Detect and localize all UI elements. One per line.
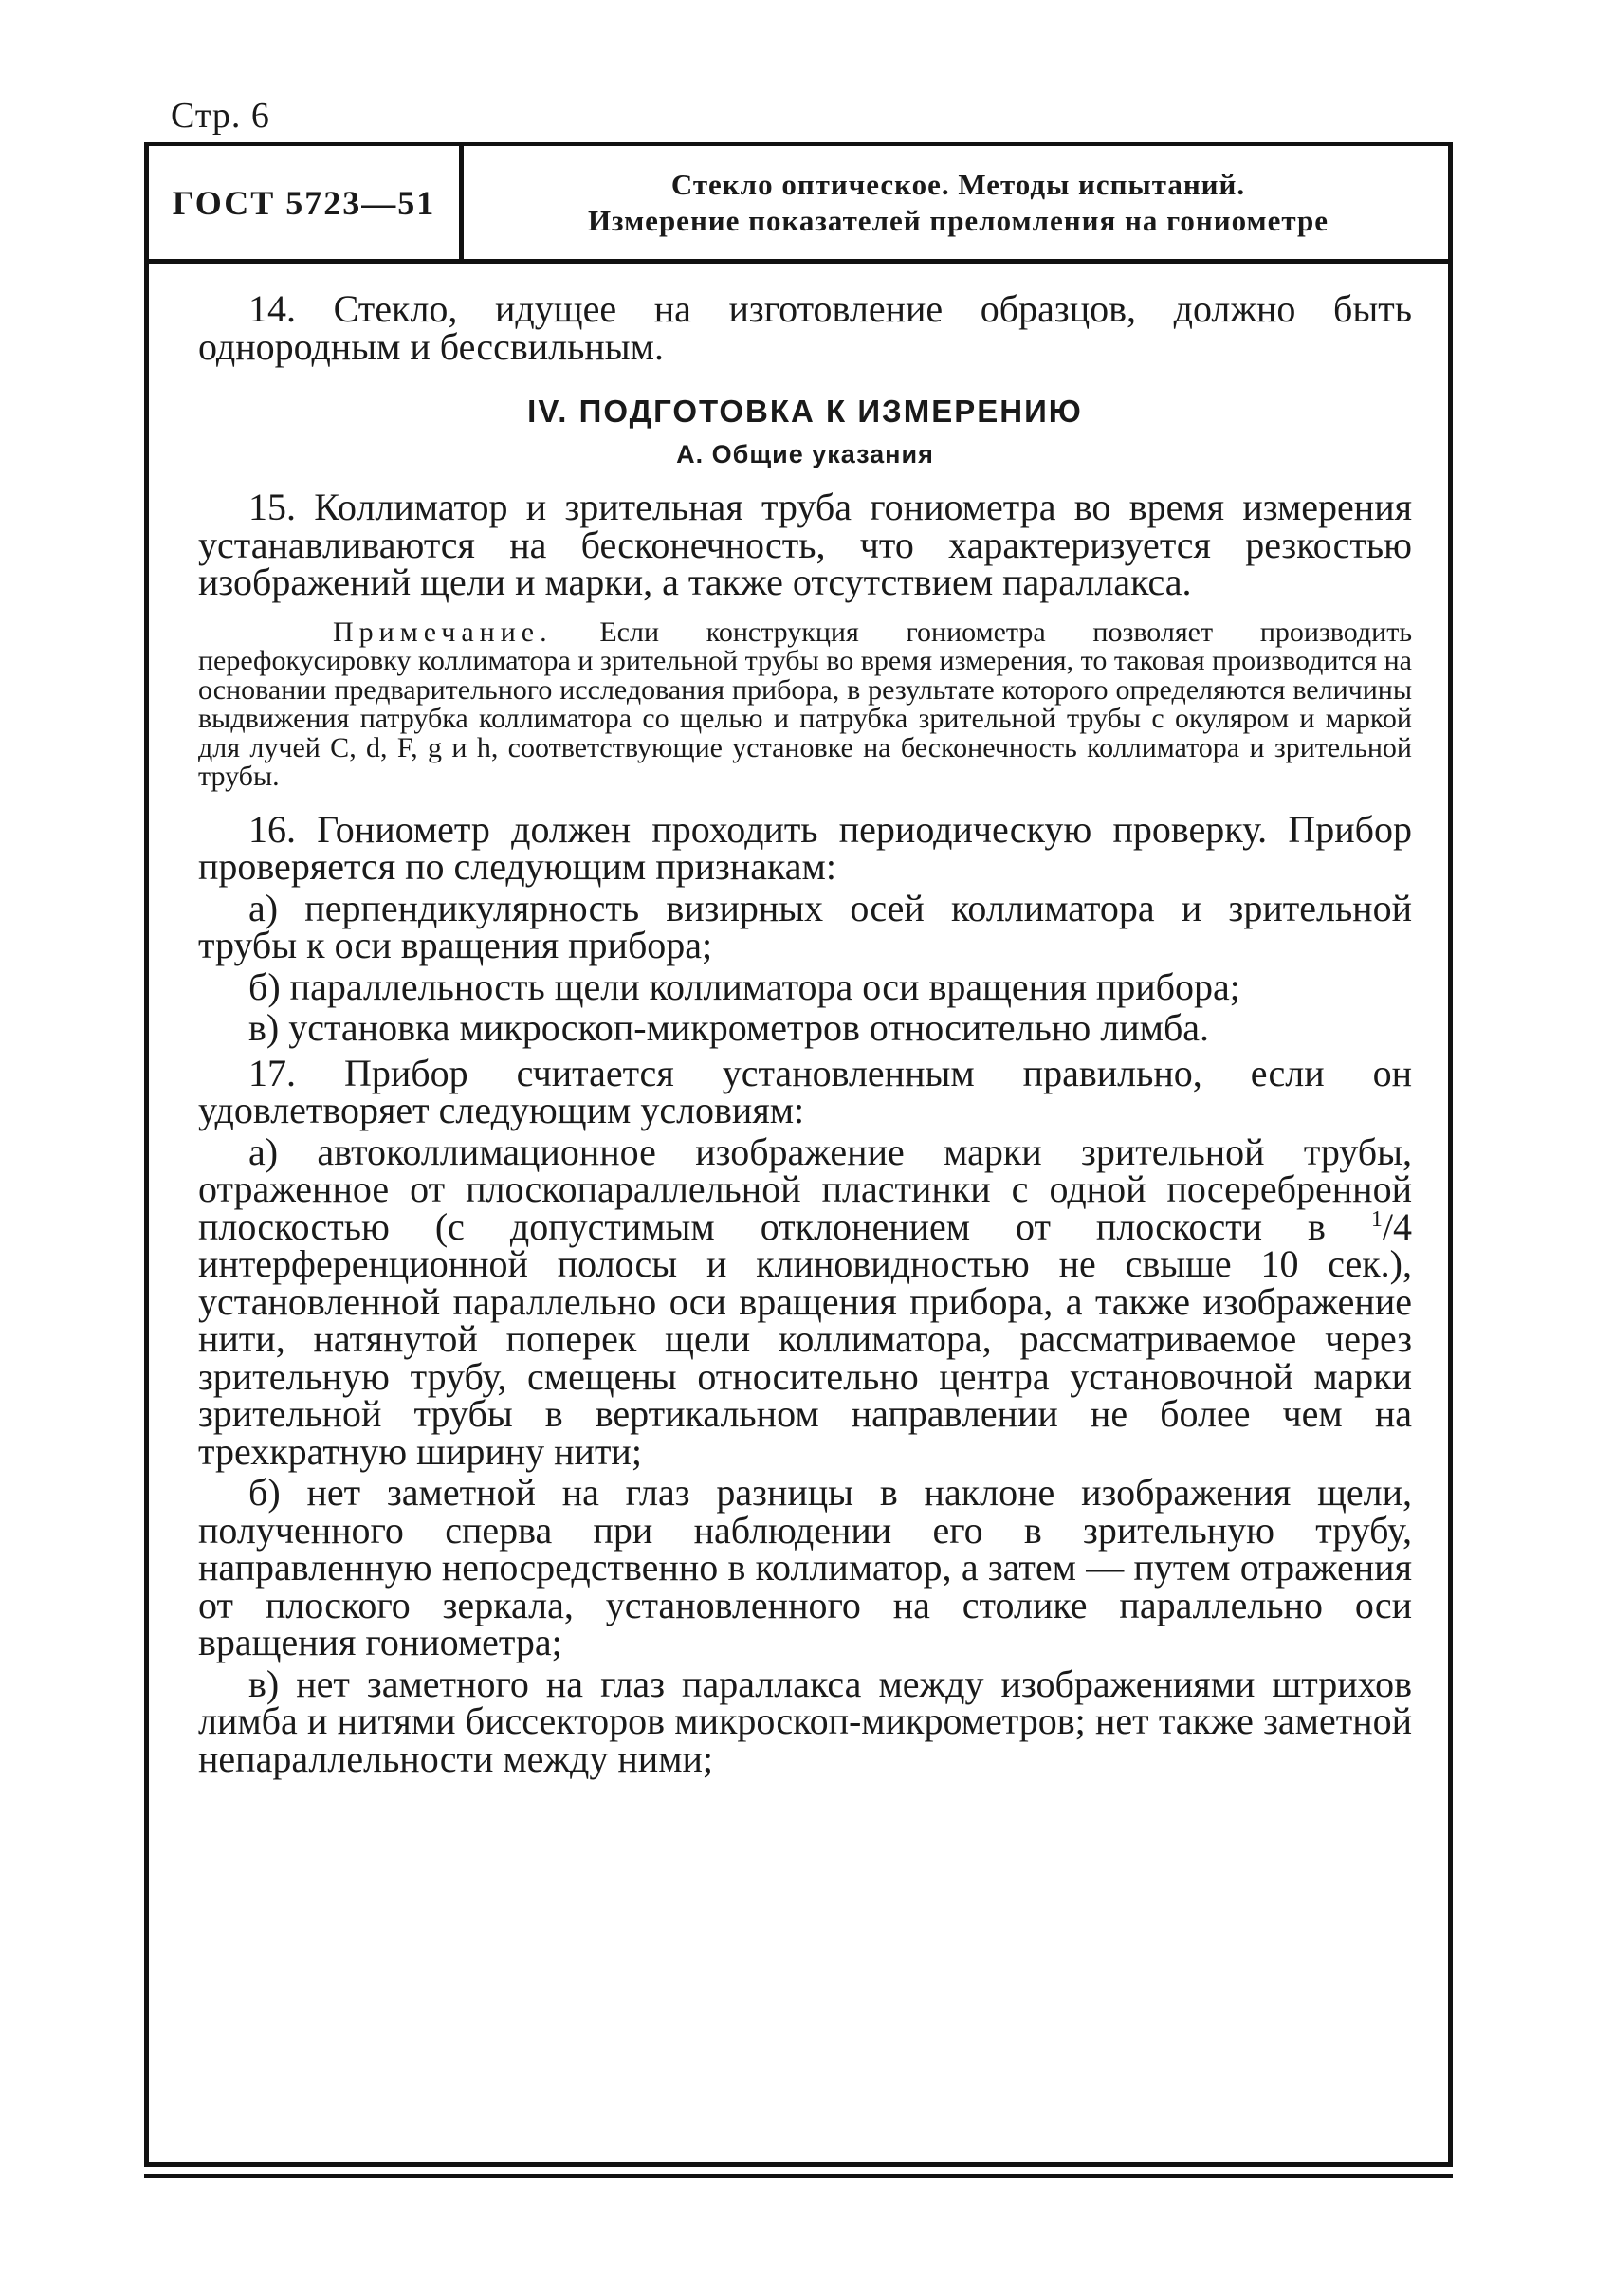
paragraph-16b: б) параллельность щели коллиматора оси вращения прибора; [248,964,1240,1008]
standard-code: ГОСТ 5723—51 [149,146,464,259]
document-header [149,146,1448,264]
paragraph-17a-part-1: а) автоколлимационное изображение марки зрительной трубы, отраженное от плоскопараллельной пластинки с одной посеребренной плоскостью (с допустимым отклонением от плоскости в [198,1130,1412,1248]
paragraph-17: 17. Прибор считается установленным правильно, если он удовлетворяет следующим условиям: [198,1051,1412,1131]
paragraph-17a-part-2: интерференционной полосы и клиновидностью не свыше 10 сек.), установленной параллельно оси вращения прибора, а также изображение нити, натянутой поперек щели коллиматора, рассматриваемое через зрительную трубу, смещены относительно центра установочной марки зрительной трубы в вертикальном направлении не более чем на трехкратную ширину нити; [198,1242,1412,1473]
document-title-line-1: Стекло оптическое. Методы испытаний. [670,168,1246,201]
note-text: Если конструкция гониометра позволяет производить перефокусировку коллиматора и зрительной трубы во время измерения, то таковая производится на основании предварительного исследования прибора, в результате которого определяются величины выдвижения патрубка коллиматора со щелью и патрубка зрительной трубы с окуляром и маркой для лучей C, d, F, g и h, соответствующие установке на бесконечность коллиматора и зрительной трубы. [198,615,1413,792]
fraction-denominator: /4 [1382,1204,1412,1248]
paragraph-15: 15. Коллиматор и зрительная труба гониометра во время измерения устанавливаются на бесконечность, что характеризуется резкостью изображений щели и марки, а также отсутствием параллакса. [198,486,1412,603]
subsection-title: А. Общие указания [676,440,934,468]
paragraph-16a: а) перпендикулярность визирных осей коллиматора и зрительной трубы к оси вращения прибора; [198,886,1412,966]
paragraph-14: 14. Стекло, идущее на изготовление образцов, должно быть однородным и бессвильным. [198,287,1412,368]
paragraph-16v: в) установка микроскоп-микрометров относительно лимба. [248,1006,1210,1049]
note [198,615,1413,792]
document-title [468,167,1448,239]
document-body [198,287,1413,1780]
note-label: Примечание. [333,615,553,648]
paragraph-17a [198,1130,1412,1473]
paragraph-17b: б) нет заметной на глаз разницы в наклоне изображения щели, полученного сперва при наблюдении его в зрительную трубу, направленную непосредственно в коллиматор, а затем — путем отражения от плоского зеркала, установленного на столике параллельно оси вращения гониометра; [198,1471,1412,1663]
document-title-line-2: Измерение показателей преломления на гониометре [587,204,1329,237]
page-frame [144,142,1453,2167]
frame-bottom-rule [144,2174,1453,2178]
paragraph-17v: в) нет заметного на глаз параллакса между изображениями штрихов лимба и нитями биссекторов микроскоп-микрометров; нет также заметной непараллельности между ними; [198,1662,1412,1780]
section-title: IV. ПОДГОТОВКА К ИЗМЕРЕНИЮ [527,394,1083,429]
fraction-numerator: 1 [1370,1206,1383,1232]
page-number: Стр. 6 [171,96,270,136]
paragraph-16: 16. Гониометр должен проходить периодическую проверку. Прибор проверяется по следующим признакам: [198,807,1412,888]
